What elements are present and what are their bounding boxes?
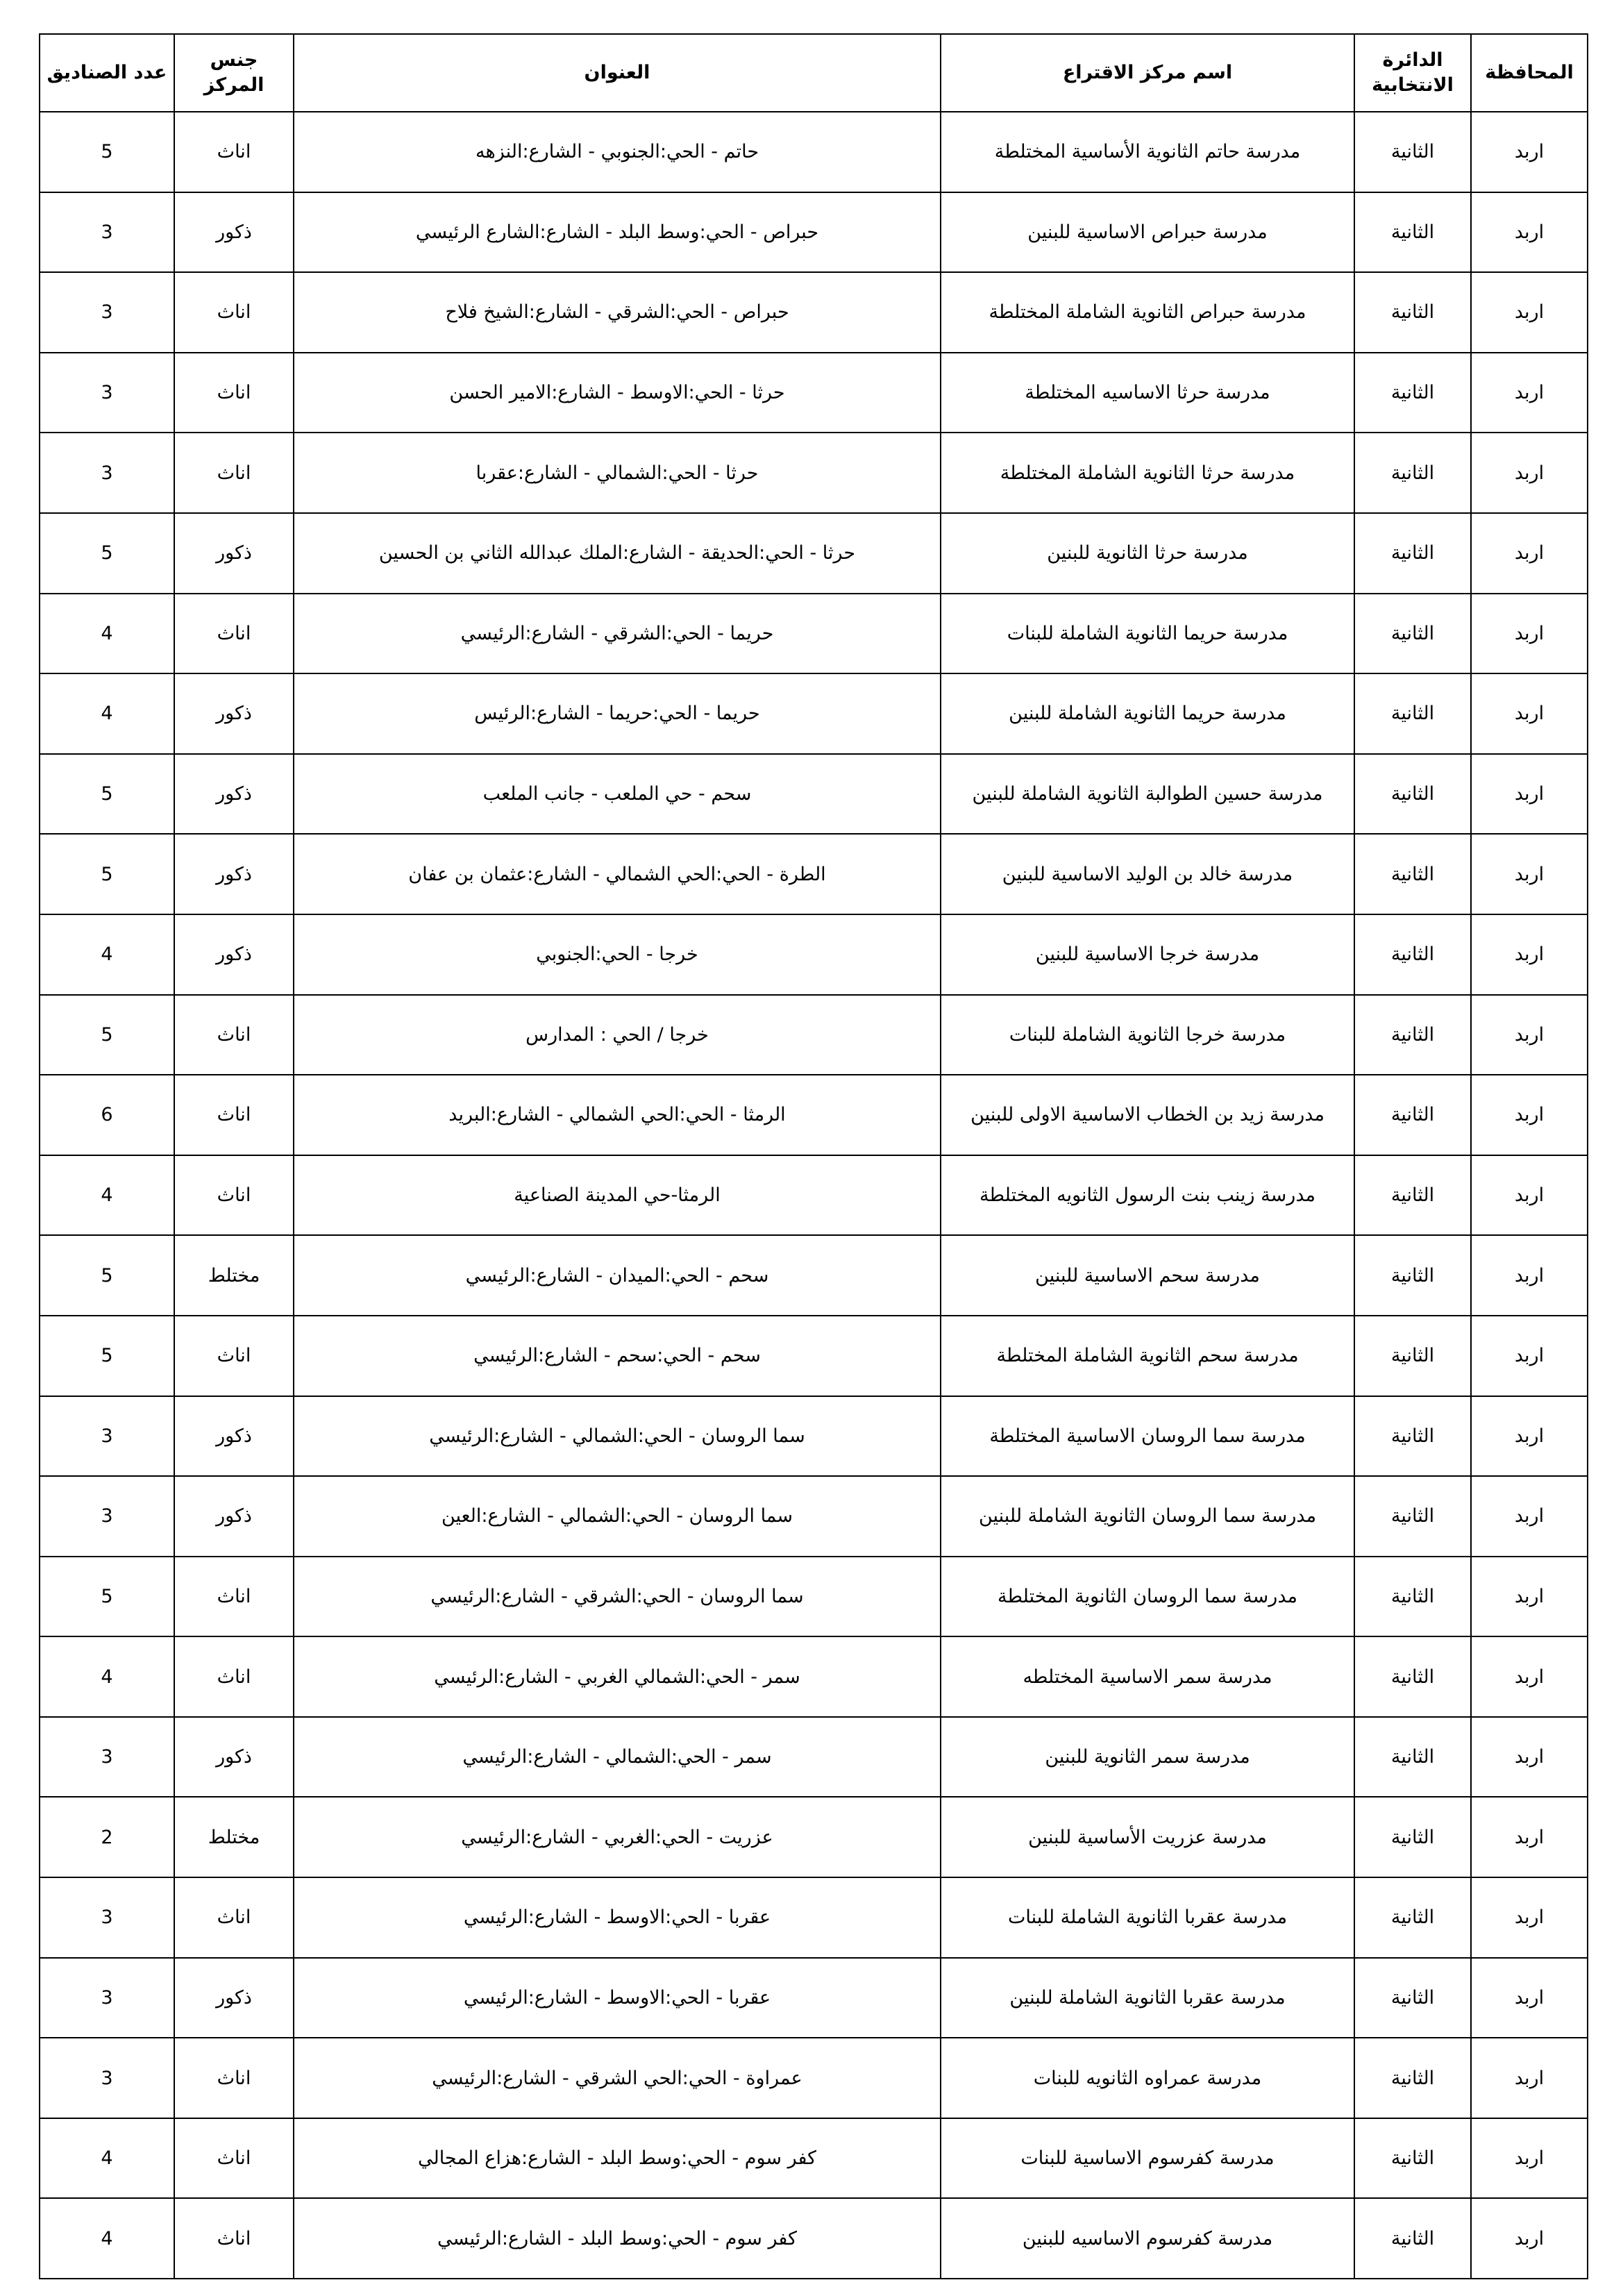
cell-center-gender: اناث: [174, 2038, 294, 2118]
cell-governorate: اربد: [1471, 1636, 1588, 1717]
cell-address: حبراص - الحي:الشرقي - الشارع:الشيخ فلاح: [294, 272, 941, 353]
header-row: [40, 34, 1588, 112]
cell-governorate: اربد: [1471, 673, 1588, 754]
cell-box-count: 5: [40, 112, 174, 192]
cell-box-count: 3: [40, 433, 174, 513]
cell-center-gender: اناث: [174, 2198, 294, 2279]
cell-address: عمراوة - الحي:الحي الشرقي - الشارع:الرئيسي: [294, 2038, 941, 2118]
cell-district: الثانية: [1354, 1316, 1471, 1396]
cell-center-name: مدرسة كفرسوم الاساسية للبنات: [941, 2118, 1354, 2199]
cell-address: حرثا - الحي:الحديقة - الشارع:الملك عبدالله الثاني بن الحسين: [294, 513, 941, 594]
header-address: العنوان: [294, 34, 941, 112]
cell-box-count: 3: [40, 1958, 174, 2038]
cell-address: سما الروسان - الحي:الشمالي - الشارع:العين: [294, 1476, 941, 1557]
cell-district: الثانية: [1354, 1476, 1471, 1557]
table-row: [40, 1155, 1588, 1236]
cell-address: الرمثا - الحي:الحي الشمالي - الشارع:البريد: [294, 1075, 941, 1155]
table-row: [40, 834, 1588, 914]
cell-center-gender: مختلط: [174, 1235, 294, 1316]
cell-center-name: مدرسة عقربا الثانوية الشاملة للبنين: [941, 1958, 1354, 2038]
cell-center-name: مدرسة خالد بن الوليد الاساسية للبنين: [941, 834, 1354, 914]
cell-governorate: اربد: [1471, 2038, 1588, 2118]
cell-center-gender: اناث: [174, 995, 294, 1075]
cell-address: الرمثا-حي المدينة الصناعية: [294, 1155, 941, 1236]
cell-center-gender: ذكور: [174, 192, 294, 273]
cell-governorate: اربد: [1471, 995, 1588, 1075]
cell-box-count: 5: [40, 995, 174, 1075]
cell-governorate: اربد: [1471, 1958, 1588, 2038]
cell-address: حرثا - الحي:الاوسط - الشارع:الامير الحسن: [294, 353, 941, 433]
cell-center-name: مدرسة حرثا الثانوية للبنين: [941, 513, 1354, 594]
cell-center-name: مدرسة عقربا الثانوية الشاملة للبنات: [941, 1877, 1354, 1958]
table-row: [40, 1075, 1588, 1155]
table-row: [40, 995, 1588, 1075]
header-district: الدائرة الانتخابية: [1354, 34, 1471, 112]
cell-center-gender: اناث: [174, 1316, 294, 1396]
cell-governorate: اربد: [1471, 2198, 1588, 2279]
cell-box-count: 3: [40, 353, 174, 433]
cell-box-count: 5: [40, 513, 174, 594]
cell-governorate: اربد: [1471, 353, 1588, 433]
cell-address: حرثا - الحي:الشمالي - الشارع:عقربا: [294, 433, 941, 513]
table-row: [40, 1316, 1588, 1396]
table-row: [40, 1958, 1588, 2038]
cell-box-count: 3: [40, 1396, 174, 1477]
cell-center-gender: اناث: [174, 1877, 294, 1958]
cell-center-name: مدرسة سحم الثانوية الشاملة المختلطة: [941, 1316, 1354, 1396]
cell-governorate: اربد: [1471, 594, 1588, 674]
cell-box-count: 4: [40, 673, 174, 754]
cell-center-name: مدرسة زينب بنت الرسول الثانويه المختلطة: [941, 1155, 1354, 1236]
cell-district: الثانية: [1354, 1557, 1471, 1637]
table-body: [40, 112, 1588, 2279]
cell-center-gender: ذكور: [174, 914, 294, 995]
cell-district: الثانية: [1354, 834, 1471, 914]
cell-center-name: مدرسة سمر الاساسية المختلطه: [941, 1636, 1354, 1717]
cell-center-gender: اناث: [174, 433, 294, 513]
cell-center-gender: مختلط: [174, 1797, 294, 1877]
cell-district: الثانية: [1354, 1155, 1471, 1236]
table-row: [40, 914, 1588, 995]
header-box-count: عدد الصناديق: [40, 34, 174, 112]
cell-governorate: اربد: [1471, 1155, 1588, 1236]
cell-center-name: مدرسة عمراوه الثانويه للبنات: [941, 2038, 1354, 2118]
cell-center-name: مدرسة سما الروسان الثانوية المختلطة: [941, 1557, 1354, 1637]
cell-address: سمر - الحي:الشمالي - الشارع:الرئيسي: [294, 1717, 941, 1798]
cell-district: الثانية: [1354, 2118, 1471, 2199]
cell-address: خرجا - الحي:الجنوبي: [294, 914, 941, 995]
cell-center-name: مدرسة سما الروسان الثانوية الشاملة للبنين: [941, 1476, 1354, 1557]
cell-center-name: مدرسة حريما الثانوية الشاملة للبنات: [941, 594, 1354, 674]
table-row: [40, 1636, 1588, 1717]
table-row: [40, 272, 1588, 353]
cell-box-count: 3: [40, 1717, 174, 1798]
cell-center-gender: ذكور: [174, 1717, 294, 1798]
table-row: [40, 2038, 1588, 2118]
table-row: [40, 1797, 1588, 1877]
cell-governorate: اربد: [1471, 2118, 1588, 2199]
cell-address: سحم - حي الملعب - جانب الملعب: [294, 754, 941, 835]
cell-address: سما الروسان - الحي:الشرقي - الشارع:الرئيسي: [294, 1557, 941, 1637]
cell-box-count: 3: [40, 1476, 174, 1557]
cell-address: سما الروسان - الحي:الشمالي - الشارع:الرئيسي: [294, 1396, 941, 1477]
cell-district: الثانية: [1354, 112, 1471, 192]
cell-address: الطرة - الحي:الحي الشمالي - الشارع:عثمان بن عفان: [294, 834, 941, 914]
cell-box-count: 3: [40, 2038, 174, 2118]
cell-center-name: مدرسة حرثا الثانوية الشاملة المختلطة: [941, 433, 1354, 513]
cell-district: الثانية: [1354, 1958, 1471, 2038]
cell-governorate: اربد: [1471, 1396, 1588, 1477]
table-row: [40, 192, 1588, 273]
table-row: [40, 2198, 1588, 2279]
cell-box-count: 4: [40, 914, 174, 995]
cell-center-gender: اناث: [174, 272, 294, 353]
cell-center-name: مدرسة سما الروسان الاساسية المختلطة: [941, 1396, 1354, 1477]
cell-governorate: اربد: [1471, 1316, 1588, 1396]
cell-center-name: مدرسة عزريت الأساسية للبنين: [941, 1797, 1354, 1877]
table-row: [40, 1717, 1588, 1798]
cell-center-gender: اناث: [174, 112, 294, 192]
cell-box-count: 2: [40, 1797, 174, 1877]
cell-center-name: مدرسة سمر الثانوية للبنين: [941, 1717, 1354, 1798]
cell-box-count: 3: [40, 272, 174, 353]
cell-box-count: 4: [40, 1636, 174, 1717]
cell-governorate: اربد: [1471, 433, 1588, 513]
cell-governorate: اربد: [1471, 834, 1588, 914]
cell-governorate: اربد: [1471, 1877, 1588, 1958]
cell-center-gender: اناث: [174, 2118, 294, 2199]
cell-district: الثانية: [1354, 673, 1471, 754]
cell-governorate: اربد: [1471, 513, 1588, 594]
table-row: [40, 2118, 1588, 2199]
cell-center-name: مدرسة حرثا الاساسيه المختلطة: [941, 353, 1354, 433]
cell-box-count: 4: [40, 2198, 174, 2279]
table-row: [40, 1557, 1588, 1637]
cell-box-count: 5: [40, 834, 174, 914]
cell-governorate: اربد: [1471, 272, 1588, 353]
cell-governorate: اربد: [1471, 1476, 1588, 1557]
cell-district: الثانية: [1354, 1235, 1471, 1316]
cell-center-name: مدرسة خرجا الثانوية الشاملة للبنات: [941, 995, 1354, 1075]
cell-box-count: 4: [40, 1155, 174, 1236]
cell-district: الثانية: [1354, 433, 1471, 513]
cell-address: حبراص - الحي:وسط البلد - الشارع:الشارع الرئيسي: [294, 192, 941, 273]
cell-address: حريما - الحي:حريما - الشارع:الرئيس: [294, 673, 941, 754]
cell-center-name: مدرسة خرجا الاساسية للبنين: [941, 914, 1354, 995]
table-row: [40, 112, 1588, 192]
table-row: [40, 594, 1588, 674]
cell-center-gender: اناث: [174, 1636, 294, 1717]
cell-address: سحم - الحي:الميدان - الشارع:الرئيسي: [294, 1235, 941, 1316]
cell-district: الثانية: [1354, 1877, 1471, 1958]
cell-governorate: اربد: [1471, 914, 1588, 995]
cell-address: سحم - الحي:سحم - الشارع:الرئيسي: [294, 1316, 941, 1396]
cell-district: الثانية: [1354, 1075, 1471, 1155]
cell-center-gender: اناث: [174, 1075, 294, 1155]
cell-center-name: مدرسة حاتم الثانوية الأساسية المختلطة: [941, 112, 1354, 192]
cell-box-count: 3: [40, 1877, 174, 1958]
cell-address: حريما - الحي:الشرقي - الشارع:الرئيسي: [294, 594, 941, 674]
cell-center-gender: ذكور: [174, 513, 294, 594]
cell-district: الثانية: [1354, 2038, 1471, 2118]
table-row: [40, 353, 1588, 433]
table-row: [40, 1235, 1588, 1316]
cell-center-name: مدرسة كفرسوم الاساسيه للبنين: [941, 2198, 1354, 2279]
header-governorate: المحافظة: [1471, 34, 1588, 112]
cell-center-name: مدرسة سحم الاساسية للبنين: [941, 1235, 1354, 1316]
cell-governorate: اربد: [1471, 1797, 1588, 1877]
cell-district: الثانية: [1354, 754, 1471, 835]
cell-center-name: مدرسة حبراص الثانوية الشاملة المختلطة: [941, 272, 1354, 353]
cell-address: حاتم - الحي:الجنوبي - الشارع:النزهه: [294, 112, 941, 192]
cell-district: الثانية: [1354, 914, 1471, 995]
cell-district: الثانية: [1354, 1396, 1471, 1477]
cell-address: خرجا / الحي : المدارس: [294, 995, 941, 1075]
cell-district: الثانية: [1354, 272, 1471, 353]
cell-governorate: اربد: [1471, 192, 1588, 273]
table-row: [40, 513, 1588, 594]
header-center-gender: جنس المركز: [174, 34, 294, 112]
cell-center-gender: ذكور: [174, 834, 294, 914]
cell-district: الثانية: [1354, 1636, 1471, 1717]
cell-box-count: 6: [40, 1075, 174, 1155]
cell-center-gender: ذكور: [174, 1476, 294, 1557]
cell-center-gender: ذكور: [174, 1396, 294, 1477]
cell-governorate: اربد: [1471, 112, 1588, 192]
cell-center-gender: اناث: [174, 594, 294, 674]
cell-governorate: اربد: [1471, 1075, 1588, 1155]
cell-district: الثانية: [1354, 1717, 1471, 1798]
cell-district: الثانية: [1354, 594, 1471, 674]
cell-center-name: مدرسة حسين الطوالبة الثانوية الشاملة للبنين: [941, 754, 1354, 835]
cell-address: عقربا - الحي:الاوسط - الشارع:الرئيسي: [294, 1877, 941, 1958]
table-row: [40, 673, 1588, 754]
cell-governorate: اربد: [1471, 1717, 1588, 1798]
table-header: [40, 34, 1588, 112]
cell-address: عقربا - الحي:الاوسط - الشارع:الرئيسي: [294, 1958, 941, 2038]
cell-center-name: مدرسة حبراص الاساسية للبنين: [941, 192, 1354, 273]
cell-address: كفر سوم - الحي:وسط البلد - الشارع:هزاع المجالي: [294, 2118, 941, 2199]
cell-box-count: 5: [40, 1316, 174, 1396]
cell-center-name: مدرسة زيد بن الخطاب الاساسية الاولى للبنين: [941, 1075, 1354, 1155]
table-row: [40, 1476, 1588, 1557]
cell-center-gender: ذكور: [174, 1958, 294, 2038]
polling-centers-table: [39, 33, 1588, 2279]
table-row: [40, 754, 1588, 835]
cell-address: سمر - الحي:الشمالي الغربي - الشارع:الرئيسي: [294, 1636, 941, 1717]
cell-district: الثانية: [1354, 2198, 1471, 2279]
cell-district: الثانية: [1354, 192, 1471, 273]
cell-district: الثانية: [1354, 513, 1471, 594]
cell-box-count: 5: [40, 754, 174, 835]
cell-governorate: اربد: [1471, 1235, 1588, 1316]
cell-district: الثانية: [1354, 1797, 1471, 1877]
cell-address: عزريت - الحي:الغربي - الشارع:الرئيسي: [294, 1797, 941, 1877]
cell-box-count: 4: [40, 594, 174, 674]
table-row: [40, 433, 1588, 513]
cell-center-gender: ذكور: [174, 754, 294, 835]
table-row: [40, 1877, 1588, 1958]
cell-governorate: اربد: [1471, 754, 1588, 835]
cell-center-gender: اناث: [174, 1155, 294, 1236]
cell-center-name: مدرسة حريما الثانوية الشاملة للبنين: [941, 673, 1354, 754]
cell-district: الثانية: [1354, 995, 1471, 1075]
cell-center-gender: اناث: [174, 353, 294, 433]
header-center-name: اسم مركز الاقتراع: [941, 34, 1354, 112]
cell-box-count: 5: [40, 1557, 174, 1637]
cell-box-count: 5: [40, 1235, 174, 1316]
cell-address: كفر سوم - الحي:وسط البلد - الشارع:الرئيسي: [294, 2198, 941, 2279]
cell-box-count: 4: [40, 2118, 174, 2199]
cell-box-count: 3: [40, 192, 174, 273]
cell-district: الثانية: [1354, 353, 1471, 433]
cell-center-gender: اناث: [174, 1557, 294, 1637]
cell-governorate: اربد: [1471, 1557, 1588, 1637]
cell-center-gender: ذكور: [174, 673, 294, 754]
table-row: [40, 1396, 1588, 1477]
